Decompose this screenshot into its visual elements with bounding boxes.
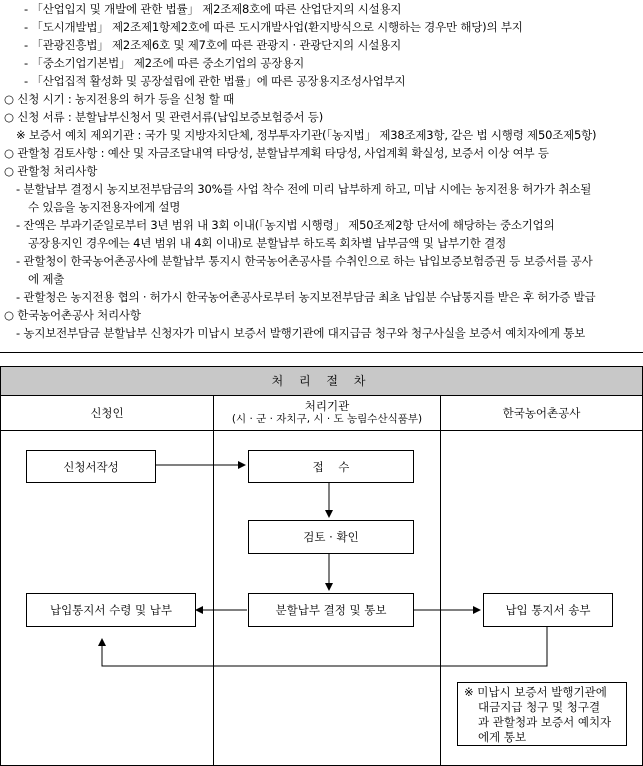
note-line: 과 관할청과 보증서 예치자 (478, 715, 612, 729)
note-line: 대금지급 청구 및 청구결 (478, 700, 601, 714)
list-item: 수 있음을 농지전용자에게 설명 (28, 200, 181, 214)
box-label: 접 수 (312, 459, 350, 474)
column-header-label: 신청인 (90, 405, 124, 420)
list-item: 에 제출 (28, 272, 65, 286)
list-item: ※ 보증서 예치 제외기관 : 국가 및 지방자치단체, 정부투자기관(「농지법」 제38조제3항, 같은 법 시행령 제50조제5항) (16, 128, 597, 142)
list-item: - 「관광진흥법」 제2조제6호 및 제7호에 따른 관광지 · 관광단지의 시설용지 (24, 38, 401, 52)
box-label: 검토 · 확인 (303, 530, 359, 544)
text-section (0, 0, 643, 353)
list-item: ○ 관할청 처리사항 (4, 164, 98, 178)
list-item: - 관할청이 한국농어촌공사에 분할납부 통지시 한국농어촌공사를 수취인으로 하는 납입보증보험증권 등 보증서를 공사 (16, 254, 593, 268)
note-line: 에게 통보 (478, 730, 527, 744)
list-item: - 「산업입지 및 개발에 관한 법률」 제2조제8호에 따른 산업단지의 시설용지 (24, 2, 402, 16)
box-label: 납입 통지서 송부 (505, 603, 591, 617)
box-label: 납입통지서 수령 및 납부 (49, 603, 173, 617)
list-item: - 분할납부 결정시 농지보전부담금의 30%를 사업 착수 전에 미리 납부하게 하고, 미납 시에는 농지전용 허가가 취소될 (16, 182, 592, 196)
list-item: - 「중소기업기본법」 제2조에 따른 중소기업의 공장용지 (24, 56, 305, 70)
review-box (248, 520, 414, 554)
column-header-label: 처리기관 (304, 399, 350, 413)
send-notice-box (483, 593, 613, 627)
receipt-box (248, 450, 414, 483)
list-item: ○ 한국농어촌공사 처리사항 (4, 308, 141, 322)
list-item: ○ 관할청 검토사항 : 예산 및 자금조달내역 타당성, 분할납부계획 타당성, 사업계획 확실성, 보증서 이상 여부 등 (4, 146, 549, 160)
column-header-sublabel: (시 · 군 · 자치구, 시 · 도 농림수산식품부) (231, 413, 423, 425)
procedure-title: 처 리 절 차 (1, 367, 642, 396)
note-line: ※ 미납시 보증서 발행기관에 (464, 685, 607, 699)
list-item: - 농지보전부담금 분할납부 신청자가 미납시 보증서 발행기관에 대지급금 청구와 청구사실을 보증서 예치자에게 통보 (16, 326, 586, 340)
list-item: - 관할청은 농지전용 협의 · 허가시 한국농어촌공사로부터 농지보전부담금 최초 납입분 수납통지를 받은 후 허가증 발급 (16, 290, 596, 304)
column-header-label: 한국농어촌공사 (502, 405, 581, 420)
box-label: 신청서작성 (63, 459, 119, 474)
list-item: - 「산업집적 활성화 및 공장설립에 관한 법률」에 따른 공장용지조성사업부지 (24, 74, 406, 88)
box-label: 분할납부 결정 및 통보 (275, 603, 387, 617)
application-box (26, 450, 156, 483)
list-item: ○ 신청 서류 : 분할납부신청서 및 관련서류(납입보증보험증서 등) (4, 110, 323, 124)
list-item: - 잔액은 부과기준일로부터 3년 범위 내 3회 이내(「농지법 시행령」 제50조제2항 단서에 해당하는 중소기업의 (16, 218, 555, 232)
note-box (457, 682, 627, 746)
list-item: 공장용지인 경우에는 4년 범위 내 4회 이내)로 분할납부 하도록 회차별 납부금액 및 납부기한 결정 (28, 236, 506, 250)
receive-notice-box (26, 593, 196, 627)
decision-box (248, 593, 414, 627)
list-item: - 「도시개발법」 제2조제1항제2호에 따른 도시개발사업(환지방식으로 시행하는 경우만 해당)의 부지 (24, 20, 523, 34)
list-item: ○ 신청 시기 : 농지전용의 허가 등을 신청 할 때 (4, 92, 235, 106)
procedure-table (0, 366, 643, 766)
